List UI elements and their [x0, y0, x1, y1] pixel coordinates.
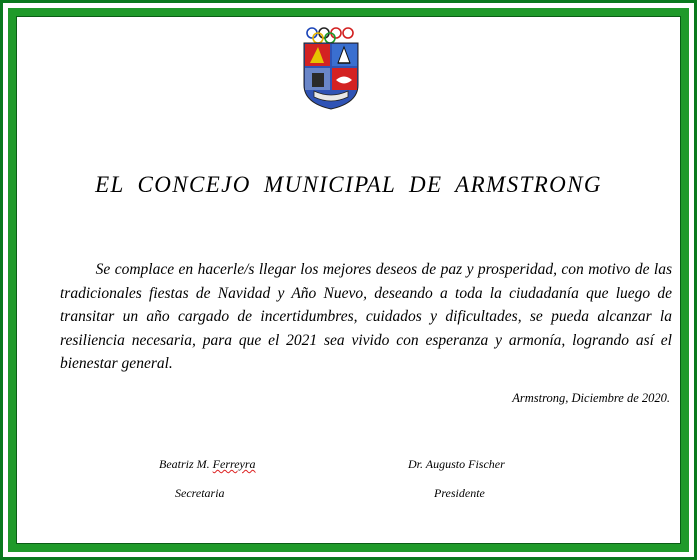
greeting-text: Se complace en hacerle/s llegar los mejores deseos de paz y prosperidad, con motivo de las tradicionales fiestas de Navidad y Año Nuevo, deseando a toda la ciudadanía que luego de transitar un año cargado de incertidumbres, cuidados y dificultades, se pueda alcanzar la resiliencia necesaria, para que el 2021 sea vivido con esperanza y armonía, logrando así el bienestar general. — [60, 261, 672, 372]
signatory-left-first: Beatriz M. — [159, 457, 213, 471]
signatory-left-name — [159, 457, 256, 472]
date-line: Armstrong, Diciembre de 2020. — [512, 391, 670, 405]
signatory-left-role: Secretaria — [175, 486, 225, 500]
coat-of-arms-icon — [300, 25, 362, 110]
signatory-right-role: Presidente — [434, 486, 485, 500]
document-title: EL CONCEJO MUNICIPAL DE ARMSTRONG — [95, 172, 602, 197]
signatory-right-name: Dr. Augusto Fischer — [408, 457, 505, 471]
signatory-left-last: Ferreyra — [212, 457, 256, 471]
greeting-paragraph — [60, 258, 672, 376]
